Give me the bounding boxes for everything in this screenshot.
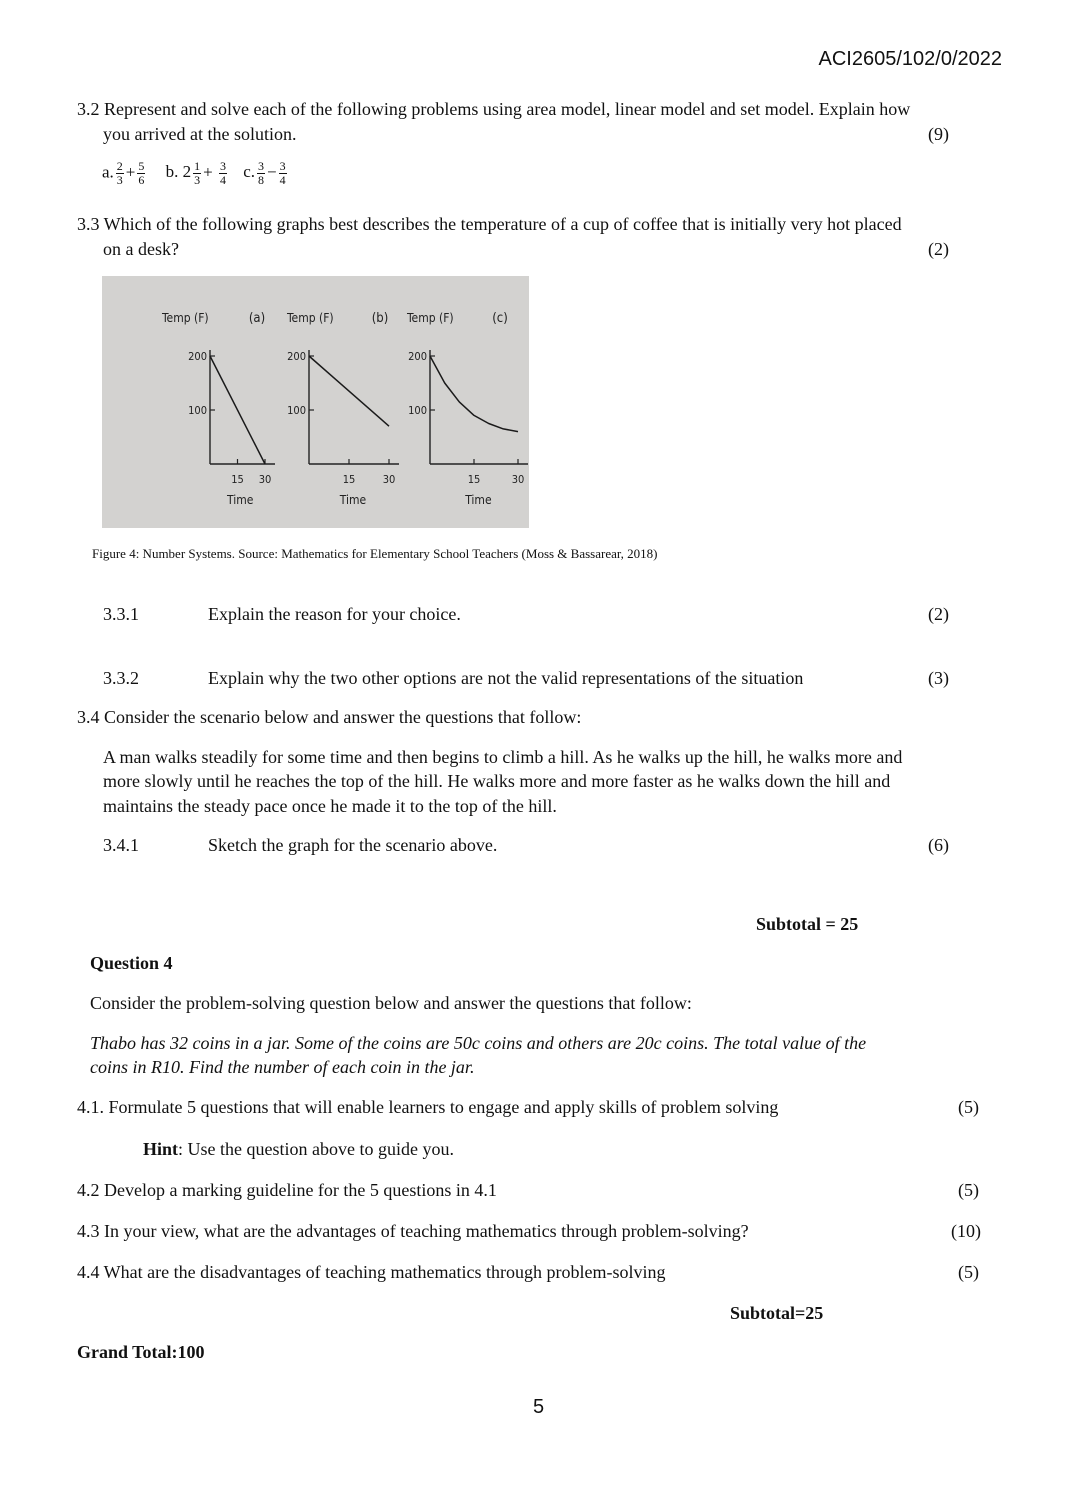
question-3-4-1-number: 3.4.1 xyxy=(103,835,139,855)
x-axis-label: Time xyxy=(339,493,367,507)
grand-total: Grand Total:100 xyxy=(77,1342,205,1362)
y-tick-label: 100 xyxy=(287,404,306,417)
operator: − xyxy=(267,162,277,182)
temperature-series-line xyxy=(210,356,265,464)
question-3-3-line-2: on a desk? xyxy=(103,239,179,259)
x-tick-label: 30 xyxy=(511,473,525,486)
hint-label: Hint xyxy=(143,1139,179,1159)
subtotal-question-4: Subtotal=25 xyxy=(730,1303,824,1323)
question-3-2-line-1: 3.2 Represent and solve each of the following problems using area model, linear model and set model. Explain how xyxy=(77,99,911,119)
question-3-3-2-number: 3.3.2 xyxy=(103,668,139,688)
question-3-3-2-marks: (3) xyxy=(928,668,949,688)
question-4-intro: Consider the problem-solving question below and answer the questions that follow: xyxy=(90,993,692,1013)
subtotal-section-3: Subtotal = 25 xyxy=(756,914,859,934)
page-number: 5 xyxy=(533,1396,545,1418)
y-axis-label: Temp (F) xyxy=(287,311,334,325)
x-tick-label: 30 xyxy=(382,473,396,486)
item-c-label: c. xyxy=(243,162,256,182)
temperature-series-line xyxy=(309,356,389,426)
scenario-line-1: A man walks steadily for some time and then begins to climb a hill. As he walks up the hill, he walks more and xyxy=(103,747,903,767)
fraction-b2: $\frac{3}{4}$ xyxy=(219,159,226,187)
question-4-2-marks: (5) xyxy=(958,1180,979,1200)
question-3-3-1-marks: (2) xyxy=(928,604,949,624)
x-tick-label: 15 xyxy=(231,473,244,486)
question-3-3-1-text: Explain the reason for your choice. xyxy=(208,604,461,624)
question-4-3-marks: (10) xyxy=(951,1221,981,1241)
fraction-a2: $\frac{5}{6}$ xyxy=(138,159,145,187)
question-3-4-1-marks: (6) xyxy=(928,835,949,855)
operator: + xyxy=(203,162,213,182)
question-4-heading: Question 4 xyxy=(90,953,173,973)
scenario-line-3: maintains the steady pace once he made it to the top of the hill. xyxy=(103,796,557,816)
x-tick-label: 15 xyxy=(467,473,481,486)
question-4-2-text: 4.2 Develop a marking guideline for the 5 questions in 4.1 xyxy=(77,1180,497,1200)
y-tick-label: 100 xyxy=(408,404,427,417)
fraction-c1: $\frac{3}{8}$ xyxy=(258,159,265,187)
document-code: ACI2605/102/0/2022 xyxy=(818,48,1002,70)
hint xyxy=(143,1139,454,1160)
question-4-4-marks: (5) xyxy=(958,1262,979,1282)
x-axis-label: Time xyxy=(465,493,492,507)
problem-line-2: coins in R10. Find the number of each coin in the jar. xyxy=(90,1057,475,1077)
question-3-4-1-text: Sketch the graph for the scenario above. xyxy=(208,835,498,855)
temperature-graphs-figure xyxy=(102,276,529,528)
y-axis-label: Temp (F) xyxy=(162,311,209,325)
question-4-4-text: 4.4 What are the disadvantages of teaching mathematics through problem-solving xyxy=(77,1262,666,1282)
temperature-series-line xyxy=(430,356,518,432)
panel-label: (a) xyxy=(248,311,266,326)
x-axis-label: Time xyxy=(227,493,254,507)
question-3-2-fractions xyxy=(102,160,289,187)
hint-text: : Use the question above to guide you. xyxy=(178,1139,454,1159)
question-3-3-marks: (2) xyxy=(928,239,949,259)
question-3-3-line-1: 3.3 Which of the following graphs best describes the temperature of a cup of coffee that is initially very hot placed xyxy=(77,214,902,234)
y-tick-label: 200 xyxy=(287,350,306,363)
fraction-a1: $\frac{2}{3}$ xyxy=(116,159,123,187)
x-tick-label: 15 xyxy=(342,473,356,486)
panel-label: (c) xyxy=(492,311,508,326)
problem-line-1: Thabo has 32 coins in a jar. Some of the coins are 50c coins and others are 20c coins. The total value of the xyxy=(90,1033,867,1053)
panel-label: (b) xyxy=(371,311,389,326)
y-tick-label: 100 xyxy=(188,404,207,417)
question-4-3-text: 4.3 In your view, what are the advantages of teaching mathematics through problem-solving? xyxy=(77,1221,749,1241)
question-4-1-text: 4.1. Formulate 5 questions that will enable learners to engage and apply skills of problem solving xyxy=(77,1097,779,1117)
question-4-1-marks: (5) xyxy=(958,1097,979,1117)
figure-caption: Figure 4: Number Systems. Source: Mathematics for Elementary School Teachers (Moss & Bassarear, 2018) xyxy=(92,546,658,561)
temperature-graphs-svg xyxy=(102,276,529,528)
question-3-2-line-2: you arrived at the solution. xyxy=(103,124,297,144)
scenario-line-2: more slowly until he reaches the top of the hill. He walks more and more faster as he walks down the hill and xyxy=(103,771,891,791)
question-3-4-intro: 3.4 Consider the scenario below and answer the questions that follow: xyxy=(77,707,582,727)
y-tick-label: 200 xyxy=(408,350,427,363)
y-axis-label: Temp (F) xyxy=(407,311,454,325)
item-b-label: b. 2 xyxy=(165,162,192,182)
y-tick-label: 200 xyxy=(188,350,207,363)
question-3-2-marks: (9) xyxy=(928,124,949,144)
fraction-c2: $\frac{3}{4}$ xyxy=(279,159,286,187)
question-3-3-2-text: Explain why the two other options are not the valid representations of the situation xyxy=(208,668,804,688)
operator: + xyxy=(125,162,136,182)
fraction-b1: $\frac{1}{3}$ xyxy=(194,159,201,187)
x-tick-label: 30 xyxy=(258,473,272,486)
item-a-label: a. xyxy=(102,162,114,182)
question-3-3-1-number: 3.3.1 xyxy=(103,604,139,624)
